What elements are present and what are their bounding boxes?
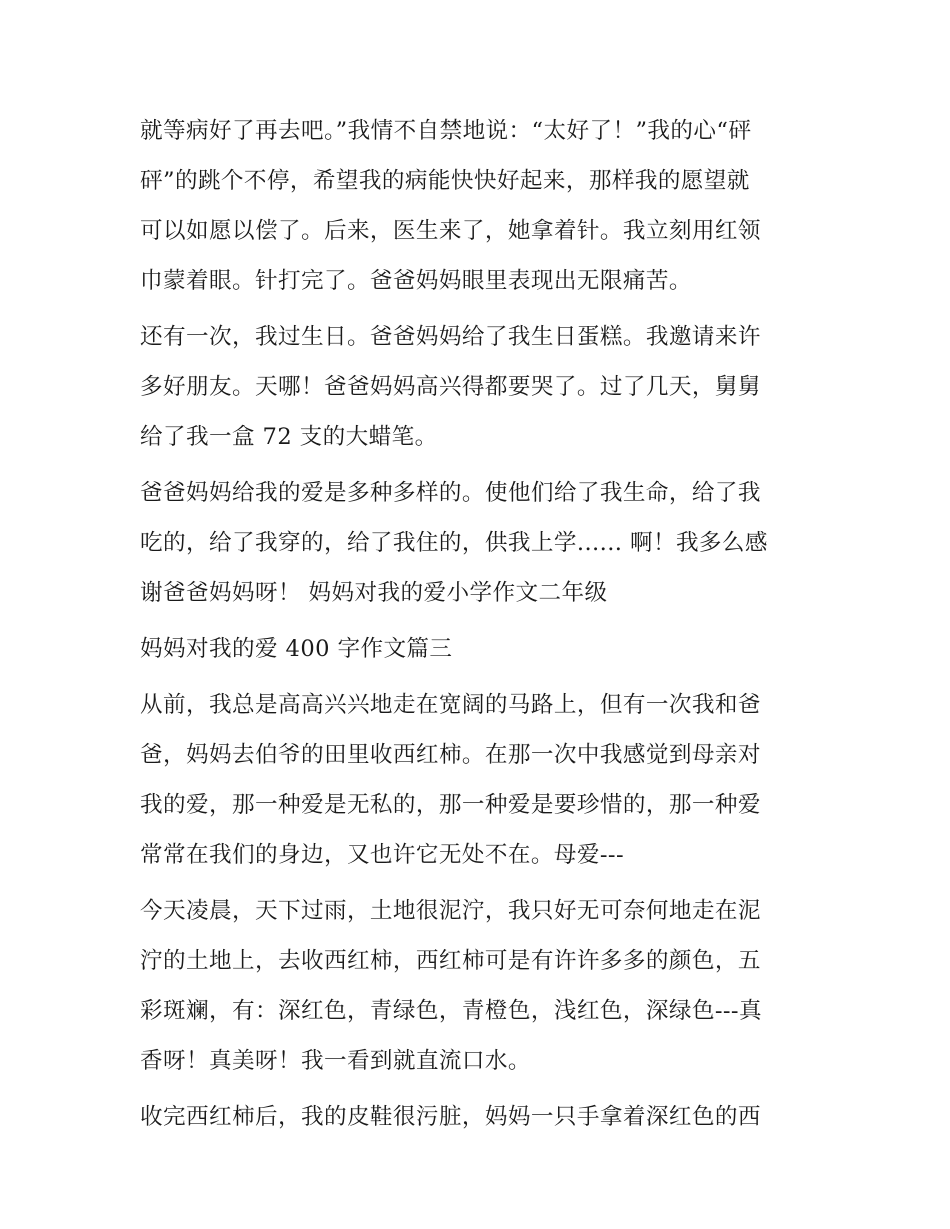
paragraph-7	[140, 1092, 820, 1142]
text-line: 收完西红柿后，我的皮鞋很污脏，妈妈一只手拿着深红色的西	[140, 1104, 761, 1130]
paragraph-5	[140, 680, 820, 880]
paragraph-6	[140, 886, 820, 1086]
text-line: 常常在我们的身边，又也许它无处不在。母爱---	[140, 842, 624, 868]
text-line: 今天凌晨，天下过雨，土地很泥泞，我只好无可奈何地走在泥	[140, 898, 761, 924]
heading-line: 妈妈对我的爱 400 字作文篇三	[140, 636, 453, 662]
text-line: 巾蒙着眼。针打完了。爸爸妈妈眼里表现出无限痛苦。	[140, 268, 692, 294]
text-line: 泞的土地上，去收西红柿，西红柿可是有许许多多的颜色，五	[140, 948, 761, 974]
text-line: 给了我一盒 72 支的大蜡笔。	[140, 424, 438, 450]
text-line: 谢爸爸妈妈呀！ 妈妈对我的爱小学作文二年级	[140, 580, 608, 606]
text-line: 从前，我总是高高兴兴地走在宽阔的马路上，但有一次我和爸	[140, 692, 761, 718]
text-line: 可以如愿以偿了。后来，医生来了，她拿着针。我立刻用红领	[140, 218, 761, 244]
section-heading	[140, 624, 820, 674]
text-line: 彩斑斓，有：深红色，青绿色，青橙色，浅红色，深绿色---真	[140, 998, 762, 1024]
text-line: 还有一次，我过生日。爸爸妈妈给了我生日蛋糕。我邀请来许	[140, 324, 761, 350]
paragraph-1	[140, 106, 820, 306]
text-line: 我的爱，那一种爱是无私的，那一种爱是要珍惜的，那一种爱	[140, 792, 761, 818]
text-line: 砰”的跳个不停，希望我的病能快快好起来，那样我的愿望就	[140, 168, 750, 194]
document-page	[140, 106, 820, 1148]
text-line: 吃的，给了我穿的，给了我住的，供我上学...... 啊！我多么感	[140, 530, 768, 556]
text-line: 就等病好了再去吧。”我情不自禁地说：“太好了！”我的心“砰	[140, 118, 752, 144]
text-line: 爸爸妈妈给我的爱是多种多样的。使他们给了我生命，给了我	[140, 480, 761, 506]
text-line: 香呀！真美呀！我一看到就直流口水。	[140, 1048, 531, 1074]
text-line: 爸，妈妈去伯爷的田里收西红柿。在那一次中我感觉到母亲对	[140, 742, 761, 768]
paragraph-3	[140, 468, 820, 618]
paragraph-2	[140, 312, 820, 462]
text-line: 多好朋友。天哪！爸爸妈妈高兴得都要哭了。过了几天，舅舅	[140, 374, 761, 400]
